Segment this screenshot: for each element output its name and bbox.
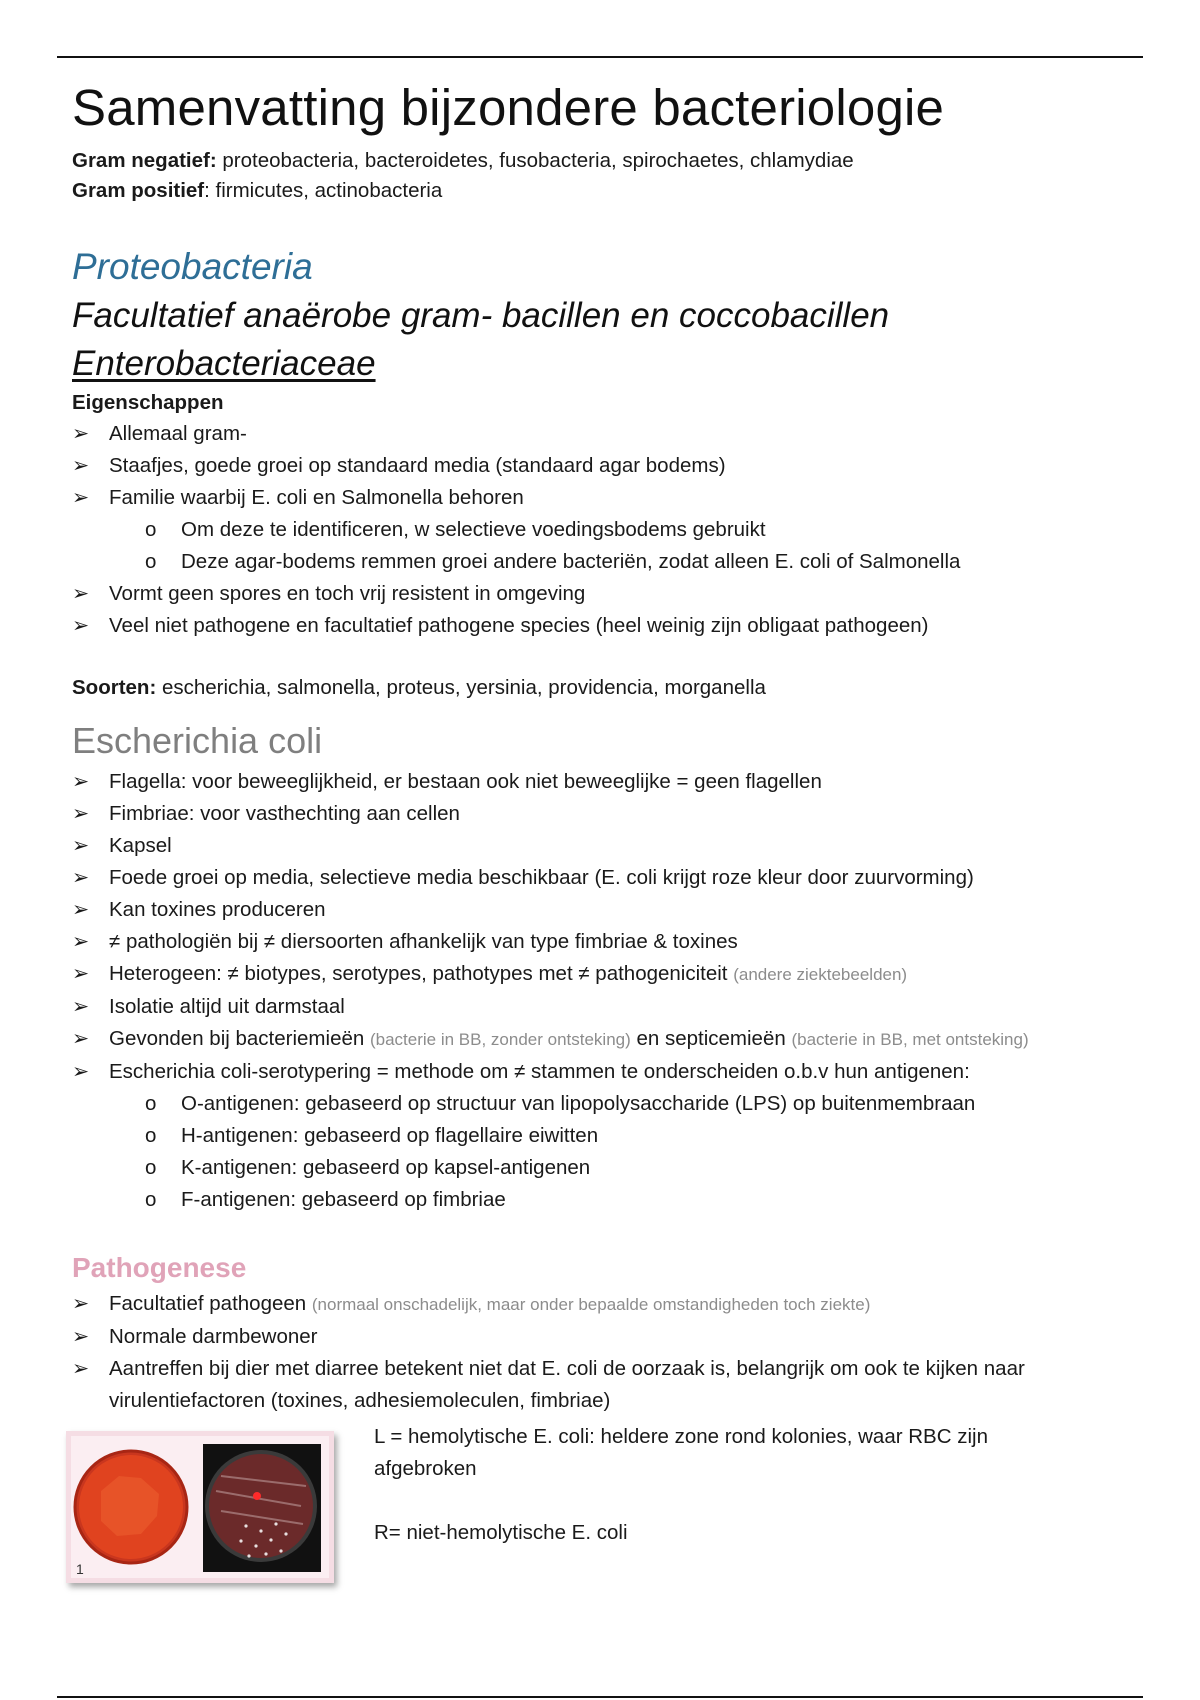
list-item-text: en septicemieën <box>630 1027 792 1050</box>
arrow-bullet-icon: ➢ <box>72 962 90 985</box>
list-item <box>72 1288 1142 1321</box>
heading-proteobacteria: Proteobacteria <box>72 246 313 287</box>
gram-negative-line <box>72 146 1142 176</box>
list-item-text: Staafjes, goede groei op standaard media (standaard agar bodems) <box>109 454 726 477</box>
circle-bullet-icon: o <box>145 1188 157 1211</box>
arrow-bullet-icon: ➢ <box>72 995 90 1018</box>
sub-list-item <box>72 514 1142 546</box>
list-item <box>72 991 1142 1023</box>
agar-plates-photo <box>66 1431 334 1583</box>
heading-facultatief: Facultatief anaërobe gram- bacillen en coccobacillen <box>72 296 890 335</box>
soorten-line <box>72 672 1142 704</box>
list-item <box>72 894 1142 926</box>
image-caption-block <box>72 1421 1142 1581</box>
sub-list-item-text: H-antigenen: gebaseerd op flagellaire eiwitten <box>181 1124 599 1147</box>
list-item <box>72 610 1142 642</box>
gram-positive-text: : firmicutes, actinobacteria <box>204 179 443 202</box>
gram-negative-label: Gram negatief: <box>72 149 217 172</box>
list-item-note: (bacterie in BB, met ontsteking) <box>791 1030 1029 1049</box>
caption-right: R= niet-hemolytische E. coli <box>374 1521 628 1544</box>
list-item <box>72 1023 1142 1056</box>
heading-escherichia-coli: Escherichia coli <box>72 720 323 761</box>
eigenschappen-list-continued <box>72 578 1142 642</box>
arrow-bullet-icon: ➢ <box>72 834 90 857</box>
sub-list-item <box>72 1184 1142 1216</box>
list-item-text: Aantreffen bij dier met diarree betekent niet dat E. coli de oorzaak is, belangrijk om ook te kijken naar virulentiefactoren (toxines, adhesiemoleculen, fimbriae) <box>109 1357 1025 1412</box>
arrow-bullet-icon: ➢ <box>72 1325 90 1348</box>
list-item <box>72 766 1142 798</box>
eigenschappen-list <box>72 418 1142 514</box>
bottom-rule <box>57 1696 1143 1698</box>
arrow-bullet-icon: ➢ <box>72 422 90 445</box>
list-item <box>72 862 1142 894</box>
list-item <box>72 926 1142 958</box>
list-item-text: Gevonden bij bacteriemieën <box>109 1027 370 1050</box>
list-item-text: Heterogeen: ≠ biotypes, serotypes, pathotypes met ≠ pathogeniciteit <box>109 962 734 985</box>
list-item-text: Fimbriae: voor vasthechting aan cellen <box>109 802 460 825</box>
sub-list-item-text: Deze agar-bodems remmen groei andere bacteriën, zodat alleen E. coli of Salmonella <box>181 550 961 573</box>
heading-eigenschappen: Eigenschappen <box>72 391 224 414</box>
list-item <box>72 1056 1142 1088</box>
list-item <box>72 482 1142 514</box>
circle-bullet-icon: o <box>145 1124 157 1147</box>
document-page <box>72 70 1142 1581</box>
list-item-text: Escherichia coli-serotypering = methode om ≠ stammen te onderscheiden o.b.v hun antigenen: <box>109 1060 970 1083</box>
arrow-bullet-icon: ➢ <box>72 614 90 637</box>
list-item-text: Veel niet pathogene en facultatief pathogene species (heel weinig zijn obligaat pathogeen) <box>109 614 929 637</box>
arrow-bullet-icon: ➢ <box>72 802 90 825</box>
heading-enterobacteriaceae: Enterobacteriaceae <box>72 344 376 383</box>
arrow-bullet-icon: ➢ <box>72 1060 90 1083</box>
list-item-text: Vormt geen spores en toch vrij resistent in omgeving <box>109 582 586 605</box>
sub-list-item-text: Om deze te identificeren, w selectieve voedingsbodems gebruikt <box>181 518 766 541</box>
arrow-bullet-icon: ➢ <box>72 1357 90 1380</box>
sub-list-item-text: O-antigenen: gebaseerd op structuur van lipopolysaccharide (LPS) op buitenmembraan <box>181 1092 976 1115</box>
list-item <box>72 418 1142 450</box>
arrow-bullet-icon: ➢ <box>72 1027 90 1050</box>
list-item-text: Familie waarbij E. coli en Salmonella behoren <box>109 486 524 509</box>
eigenschappen-sublist <box>72 514 1142 578</box>
list-item-text: Flagella: voor beweeglijkheid, er bestaan ook niet beweeglijke = geen flagellen <box>109 770 822 793</box>
list-item-text: Normale darmbewoner <box>109 1325 318 1348</box>
image-caption <box>374 1421 1074 1549</box>
arrow-bullet-icon: ➢ <box>72 930 90 953</box>
arrow-bullet-icon: ➢ <box>72 486 90 509</box>
ecoli-list <box>72 766 1142 1088</box>
sub-list-item <box>72 1088 1142 1120</box>
serotypering-sublist <box>72 1088 1142 1216</box>
list-item <box>72 1353 1142 1417</box>
soorten-label: Soorten: <box>72 676 157 699</box>
gram-positive-label: Gram positief <box>72 179 205 202</box>
list-item-text: Isolatie altijd uit darmstaal <box>109 995 345 1018</box>
sub-list-item <box>72 546 1142 578</box>
sub-list-item-text: F-antigenen: gebaseerd op fimbriae <box>181 1188 506 1211</box>
list-item-text: Facultatief pathogeen <box>109 1292 312 1315</box>
page-number: 1 <box>76 1561 84 1577</box>
list-item-note: (normaal onschadelijk, maar onder bepaalde omstandigheden toch ziekte) <box>311 1295 871 1314</box>
list-item <box>72 1321 1142 1353</box>
caption-left: L = hemolytische E. coli: heldere zone rond kolonies, waar RBC zijn afgebroken <box>374 1425 988 1480</box>
list-item <box>72 798 1142 830</box>
arrow-bullet-icon: ➢ <box>72 898 90 921</box>
list-item-note: (bacterie in BB, zonder ontsteking) <box>369 1030 631 1049</box>
sub-list-item-text: K-antigenen: gebaseerd op kapsel-antigenen <box>181 1156 591 1179</box>
list-item-text: Kan toxines produceren <box>109 898 326 921</box>
sub-list-item <box>72 1120 1142 1152</box>
list-item-text: Kapsel <box>109 834 172 857</box>
list-item <box>72 958 1142 991</box>
gram-negative-text: proteobacteria, bacteroidetes, fusobacteria, spirochaetes, chlamydiae <box>216 149 854 172</box>
list-item-note: (andere ziektebeelden) <box>733 965 908 984</box>
arrow-bullet-icon: ➢ <box>72 454 90 477</box>
list-item-text: Allemaal gram- <box>109 422 247 445</box>
pathogenese-list <box>72 1288 1142 1417</box>
circle-bullet-icon: o <box>145 1156 157 1179</box>
soorten-text: escherichia, salmonella, proteus, yersinia, providencia, morganella <box>156 676 766 699</box>
circle-bullet-icon: o <box>145 518 157 541</box>
arrow-bullet-icon: ➢ <box>72 1292 90 1315</box>
arrow-bullet-icon: ➢ <box>72 770 90 793</box>
list-item-text: ≠ pathologiën bij ≠ diersoorten afhankelijk van type fimbriae & toxines <box>109 930 738 953</box>
heading-pathogenese: Pathogenese <box>72 1252 247 1283</box>
top-rule <box>57 56 1143 58</box>
list-item <box>72 450 1142 482</box>
agar-plates-image <box>71 1436 329 1578</box>
arrow-bullet-icon: ➢ <box>72 582 90 605</box>
arrow-bullet-icon: ➢ <box>72 866 90 889</box>
list-item <box>72 830 1142 862</box>
gram-positive-line <box>72 176 1142 206</box>
list-item <box>72 578 1142 610</box>
list-item-text: Foede groei op media, selectieve media beschikbaar (E. coli krijgt roze kleur door zuurvorming) <box>109 866 974 889</box>
circle-bullet-icon: o <box>145 550 157 573</box>
document-title: Samenvatting bijzondere bacteriologie <box>72 79 945 136</box>
sub-list-item <box>72 1152 1142 1184</box>
circle-bullet-icon: o <box>145 1092 157 1115</box>
